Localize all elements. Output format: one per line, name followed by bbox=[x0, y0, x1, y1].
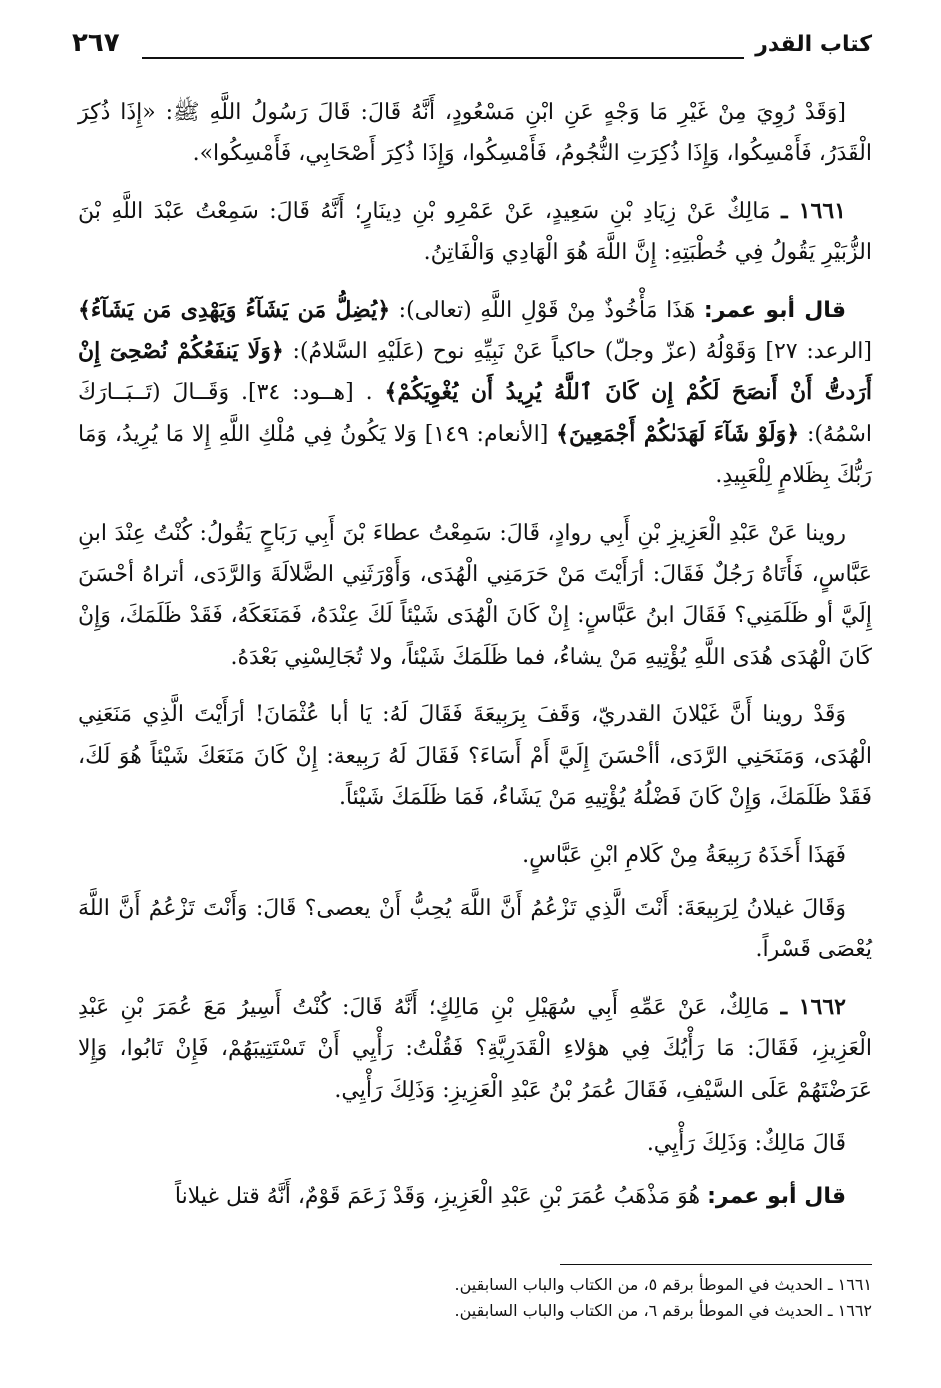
commentary-text: هَذَا مَأْخُوذٌ مِنْ قَوْلِ اللَّهِ (تعالى): bbox=[398, 297, 696, 323]
commentary-text: . [هــود: ٣٤]. وَقَــالَ (تَــبَــارَكَ اسْمُهُ): bbox=[78, 380, 872, 447]
hadith-text: مَالِكٌ، عَنْ عَمِّهِ أَبِي سُهَيْلِ بْنِ مَالِكٍ؛ أَنَّهُ قَالَ: كُنْتُ أَسِيرُ مَعَ عُمَرَ بْنِ عَبْدِ الْعَزِيزِ، فَقَالَ: مَا رَأْيُكَ فِي هؤلاءِ الْقَدَرِيَّةِ؟ فَقُلْتُ: رَأْيِي أَنْ تَسْتَتِيبَهُمْ، فَإِنْ تَابُوا، وَإِلا عَرَضْتَهُمْ عَلَى السَّيْفِ، فَقَالَ عُمَرُ بْنُ عَبْدِ الْعَزِيزِ: وَذَلِكَ رَأْيِي. bbox=[78, 994, 872, 1103]
footnotes bbox=[78, 1272, 872, 1324]
commentary-text: [الرعد: ٢٧] وَقَوْلُهُ (عزّ وجلّ) حاكياً عَنْ نَبِيِّهِ نوح (عَلَيْهِ السَّلامُ): bbox=[292, 339, 872, 365]
paragraph-ibn-abbas: روينا عَنْ عَبْدِ الْعَزِيزِ بْنِ أَبِي روادٍ، قَالَ: سَمِعْتُ عطاءَ بْنَ أَبِي رَبَاحٍ يَقُولُ: كُنْتُ عِنْدَ ابنِ عَبَّاسٍ، فَأَتَاهُ رَجُلٌ فَقَالَ: أرَأَيْتَ مَنْ حَرَمَنِي الْهُدَى، وَأَوْرَثَنِي الضَّلالَةَ وَالرَّدَى، أتراهُ أحْسَنَ إِلَيَّ أو ظَلَمَنِي؟ فَقَالَ ابنُ عَبَّاسٍ: إِنْ كَانَ الْهُدَى شَيْئاً لَكَ عِنْدَهُ، فَمَنَعَكَهُ، فَقَدْ ظَلَمَكَ، وَإِنْ كَانَ الْهُدَى هُدَى اللَّهِ يُؤْتِيهِ مَنْ يشاءُ، فما ظَلَمَكَ شَيْئاً، ولا تُجَالِسْنِي بَعْدَهُ. bbox=[78, 520, 872, 670]
commentary-abu-umar-2 bbox=[78, 1176, 872, 1217]
hadith-1661 bbox=[78, 191, 872, 274]
hadith-text: مَالِكٌ عَنْ زِيَادِ بْنِ سَعِيدٍ، عَنْ عَمْرِو بْنِ دِينَارٍ؛ أَنَّهُ قَالَ: سَمِعْتُ عَبْدَ اللَّهِ بْنَ الزُّبَيْرِ يَقُولُ فِي خُطْبَتِهِ: إِنَّ اللَّهَ هُوَ الْهَادِي وَالْفَاتِنُ. bbox=[78, 198, 872, 266]
quran-quote: ﴿وَلَوْ شَآءَ لَهَدَىٰكُمْ أَجْمَعِينَ﴾ bbox=[556, 420, 800, 447]
running-title: كتاب القدر bbox=[755, 32, 872, 57]
header-rule bbox=[142, 57, 744, 59]
hadith-number: ١٦٦٢ ـ bbox=[780, 993, 846, 1020]
quran-quote: ﴿يُضِلُّ مَن يَشَآءُ وَيَهْدِى مَن يَشَآءُ﴾ bbox=[78, 296, 391, 323]
hadith-number: ١٦٦١ ـ bbox=[781, 197, 846, 224]
footnote-separator bbox=[560, 1264, 872, 1265]
paragraph-malik: قَالَ مَالِكٌ: وَذَلِكَ رَأْيِي. bbox=[646, 1130, 846, 1156]
quran-quote: ﴿وَلَا يَنفَعُكُمْ نُصْحِىٓ إِنْ أَرَدتُّ أَنْ أَنصَحَ لَكُمْ إِن كَانَ ٱللَّهُ يُرِيدُ أَن يُغْوِيَكُمْ﴾ bbox=[78, 338, 872, 406]
commentary-text: [الأنعام: ١٤٩] وَلا يَكُونُ فِي مُلْكِ اللَّهِ إِلا مَا يُرِيدُ، وَمَا رَبُّكَ بِظَلامٍ لِلْعَبِيدِ. bbox=[78, 421, 872, 489]
commentary-abu-umar bbox=[78, 290, 872, 497]
paragraph-ghaylan-rabia: وَقَالَ غيلانُ لِرَبِيعَةَ: أَنْتَ الَّذِي تَزْعُمُ أَنَّ اللَّهَ يُحِبُّ أَنْ يعصى؟ قَالَ: وَأَنْتَ تَزْعُمُ أَنَّ اللَّهَ يُعْصَى قَسْراً. bbox=[78, 895, 872, 963]
hadith-1662 bbox=[78, 987, 872, 1111]
speaker-label: قال أبو عمر: bbox=[707, 1184, 846, 1210]
speaker-label: قال أبو عمر: bbox=[703, 297, 846, 323]
footnote-1662: ١٦٦٢ ـ الحديث في الموطأ برقم ٦، من الكتاب والباب السابقين. bbox=[454, 1301, 872, 1320]
paragraph-ibn-masud: [وَقَدْ رُوِيَ مِنْ غَيْرِ مَا وَجْهٍ عَنِ ابْنِ مَسْعُودٍ، أَنَّهُ قَالَ: قَالَ رَسُولُ اللَّهِ ﷺ: «إِذَا ذُكِرَ الْقَدَرُ، فَأَمْسِكُوا، وَإِذَا ذُكِرَتِ النُّجُومُ، فَأَمْسِكُوا، وَإِذَا ذُكِرَ أَصْحَابِي، فَأَمْسِكُوا». bbox=[78, 100, 872, 167]
main-text bbox=[78, 92, 872, 1234]
footnote-1661: ١٦٦١ ـ الحديث في الموطأ برقم ٥، من الكتاب والباب السابقين. bbox=[454, 1275, 872, 1294]
paragraph-ghaylan: وَقَدْ روينا أَنَّ غَيْلانَ القدريّ، وَقَفَ بِرَبِيعَةَ فَقَالَ لَهُ: يَا أبا عُثْمَانَ! أرَأَيْتَ الَّذِي مَنَعَنِي الْهُدَى، وَمَنَحَنِي الرَّدَى، أأحْسَنَ إِلَيَّ أَمْ أَسَاءَ؟ فَقَالَ لَهُ رَبِيعة: إِنْ كَانَ مَنَعَكَ شَيْئاً هُوَ لَكَ، فَقَدْ ظَلَمَكَ، وَإِنْ كَانَ فَضْلُهُ يُؤْتِيهِ مَنْ يَشَاءُ، فَمَا ظَلَمَكَ شَيْئاً. bbox=[78, 702, 872, 811]
page-header bbox=[72, 28, 872, 68]
commentary-text: هُوَ مَذْهَبُ عُمَرَ بْنِ عَبْدِ الْعَزِيزِ، وَقَدْ زَعَمَ قَوْمٌ، أَنَّهُ قتل غيلاناً bbox=[174, 1184, 701, 1210]
paragraph-rabia: فَهَذَا أَخَذَهُ رَبِيعَةُ مِنْ كَلامِ ابْنِ عَبَّاسٍ. bbox=[522, 842, 846, 868]
page-number: ٢٦٧ bbox=[72, 28, 120, 58]
